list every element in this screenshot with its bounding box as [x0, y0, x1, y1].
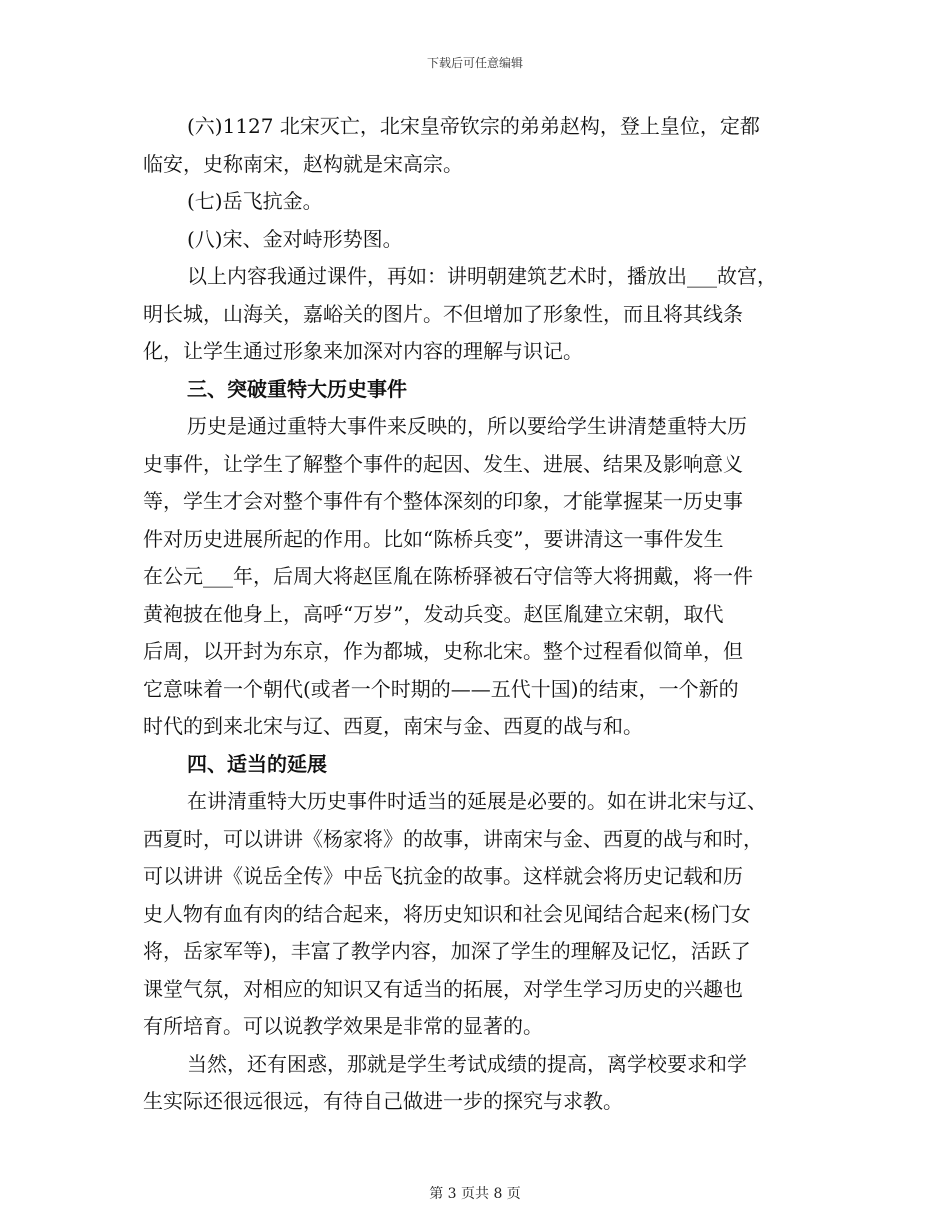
text-line: 件对历史进展所起的作用。比如“陈桥兵变”，要讲清这一事件发生 [143, 526, 724, 551]
text-line: 史事件，让学生了解整个事件的起因、发生、进展、结果及影响意义 [143, 451, 743, 476]
text-line: 课堂气氛，对相应的知识又有适当的拓展，对学生学习历史的兴趣也 [143, 976, 743, 1001]
text-line: 在公元___年，后周大将赵匡胤在陈桥驿被石守信等大将拥戴，将一件 [143, 564, 753, 588]
text-line: 当然，还有困惑，那就是学生考试成绩的提高，离学校要求和学 [187, 1051, 747, 1076]
text-line: 化，让学生通过形象来加深对内容的理解与识记。 [143, 339, 583, 363]
text-line: 明长城，山海关，嘉峪关的图片。不但增加了形象性，而且将其线条 [143, 301, 743, 326]
text-line: 以上内容我通过课件，再如：讲明朝建筑艺术时，播放出___故宫， [187, 264, 777, 288]
page-header: 下载后可任意编辑 [426, 56, 523, 70]
document-body [143, 108, 823, 1121]
text-line: 后周，以开封为东京，作为都城，史称北宋。整个过程看似简单，但 [143, 639, 743, 663]
text-line: (七)岳飞抗金。 [187, 189, 323, 213]
text-line: (八)宋、金对峙形势图。 [187, 226, 403, 251]
text-line: 临安，史称南宋，赵构就是宋高宗。 [143, 151, 463, 176]
text-line: 生实际还很远很远，有待自己做进一步的探究与求教。 [143, 1089, 623, 1113]
text-line: 可以讲讲《说岳全传》中岳飞抗金的故事。这样就会将历史记载和历 [143, 864, 743, 888]
text-line: 有所培育。可以说教学效果是非常的显著的。 [143, 1014, 543, 1038]
text-line: 历史是通过重特大事件来反映的，所以要给学生讲清楚重特大历 [187, 414, 747, 438]
text-line: 史人物有血有肉的结合起来，将历史知识和社会见闻结合起来(杨门女 [143, 901, 751, 926]
text-line: 等，学生才会对整个事件有个整体深刻的印象，才能掌握某一历史事 [143, 489, 743, 513]
text-line: 黄袍披在他身上，高呼“万岁”，发动兵变。赵匡胤建立宋朝，取代 [143, 601, 724, 626]
text-line: 将，岳家军等)，丰富了教学内容，加深了学生的理解及记忆，活跃了 [143, 939, 751, 963]
text-line: (六)1127 北宋灭亡，北宋皇帝钦宗的弟弟赵构，登上皇位，定都 [187, 114, 760, 138]
section-heading: 四、适当的延展 [187, 751, 327, 776]
page-number: 第 3 页共 8 页 [429, 1186, 521, 1202]
text-line: 在讲清重特大历史事件时适当的延展是必要的。如在讲北宋与辽、 [187, 789, 767, 813]
text-line: 它意味着一个朝代(或者一个时期的——五代十国)的结束，一个新的 [143, 676, 739, 701]
text-line: 时代的到来北宋与辽、西夏，南宋与金、西夏的战与和。 [143, 714, 643, 738]
section-heading: 三、突破重特大历史事件 [187, 376, 407, 401]
text-line: 西夏时，可以讲讲《杨家将》的故事，讲南宋与金、西夏的战与和时， [143, 826, 763, 851]
